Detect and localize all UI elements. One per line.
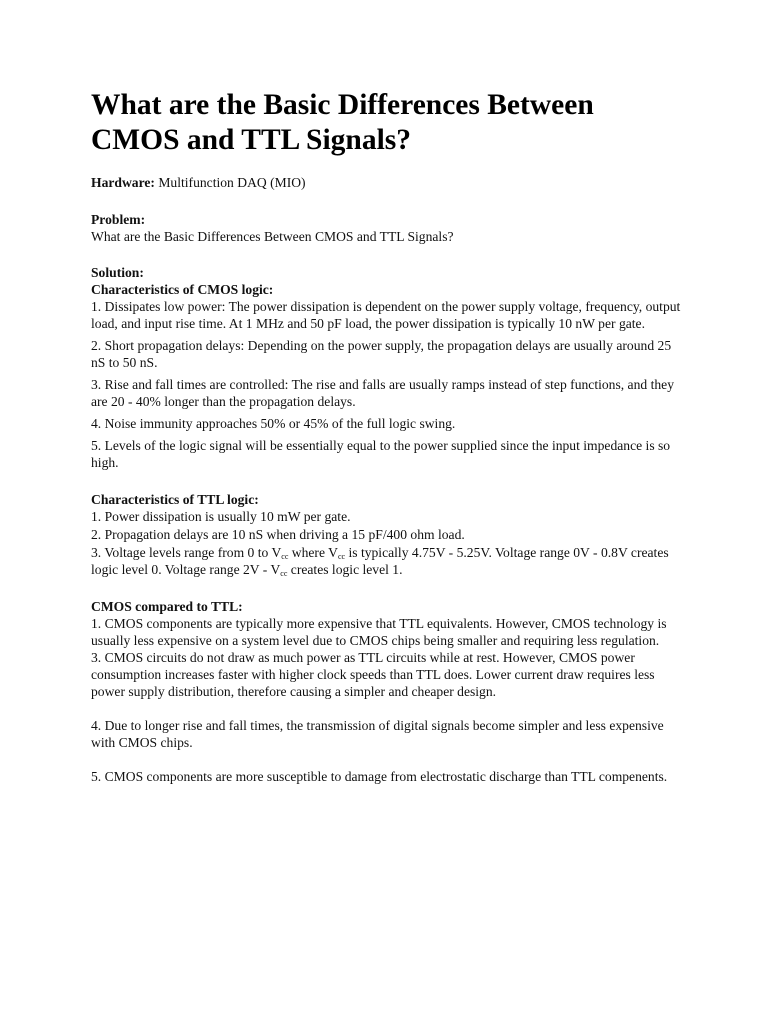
ttl-item-3-text-d: creates logic level 1. (287, 562, 403, 577)
ttl-item-3-text-b: where V (288, 545, 338, 560)
vcc-subscript: cc (281, 552, 289, 561)
compare-item-3: 3. CMOS circuits do not draw as much power as TTL circuits while at rest. However, CMOS power consumption increases faster with higher clock speeds than TTL does. Lower current draw requires less power supply distribution, therefore causing a simpler and cheaper design. (91, 650, 655, 699)
ttl-item-3 (91, 544, 681, 578)
compare-item-1: 1. CMOS components are typically more expensive that TTL equivalents. However, CMOS technology is usually less expensive on a system level due to CMOS chips being smaller and requiring less regulation. (91, 616, 667, 648)
compare-heading: CMOS compared to TTL: (91, 599, 243, 614)
problem-heading: Problem: (91, 212, 146, 227)
compare-item-4: 4. Due to longer rise and fall times, the transmission of digital signals become simpler and less expensive with CMOS chips. (91, 718, 664, 750)
hardware-label: Hardware: (91, 175, 155, 190)
problem-text: What are the Basic Differences Between CMOS and TTL Signals? (91, 229, 454, 244)
cmos-item-5: 5. Levels of the logic signal will be essentially equal to the power supplied since the input impedance is so high. (91, 438, 671, 470)
ttl-item-1: 1. Power dissipation is usually 10 mW per gate. (91, 509, 351, 524)
vcc-subscript: cc (337, 552, 346, 561)
vcc-subscript: cc (280, 569, 288, 578)
ttl-item-3-text-c: is typically 4.75V - 5.25V. Voltage range 0V - 0.8V creates logic level 0. Voltage range 2V - V (91, 545, 669, 577)
ttl-heading: Characteristics of TTL logic: (91, 492, 259, 507)
page-title (91, 88, 681, 158)
solution-heading: Solution: (91, 265, 144, 280)
document-body (91, 88, 681, 785)
cmos-item-2: 2. Short propagation delays: Depending on the power supply, the propagation delays are usually around 25 nS to 50 nS. (91, 338, 672, 370)
cmos-item-1: 1. Dissipates low power: The power dissipation is dependent on the power supply voltage, frequency, output load, and input rise time. At 1 MHz and 50 pF load, the power dissipation is typically 10 nW per gate. (91, 299, 681, 331)
hardware-line (91, 174, 681, 191)
title-line-1: What are the Basic Differences Between (91, 89, 594, 121)
cmos-heading: Characteristics of CMOS logic: (91, 282, 274, 297)
compare-item-5: 5. CMOS components are more susceptible to damage from electrostatic discharge than TTL compenents. (91, 769, 668, 784)
hardware-value: Multifunction DAQ (MIO) (154, 175, 306, 190)
title-line-2: CMOS and TTL Signals? (91, 124, 411, 156)
cmos-item-4: 4. Noise immunity approaches 50% or 45% of the full logic swing. (91, 416, 456, 431)
ttl-item-3-text-a: 3. Voltage levels range from 0 to V (91, 545, 282, 560)
ttl-item-2: 2. Propagation delays are 10 nS when driving a 15 pF/400 ohm load. (91, 527, 465, 542)
cmos-item-3: 3. Rise and fall times are controlled: The rise and falls are usually ramps instead of step functions, and they are 20 - 40% longer than the propagation delays. (91, 377, 674, 409)
